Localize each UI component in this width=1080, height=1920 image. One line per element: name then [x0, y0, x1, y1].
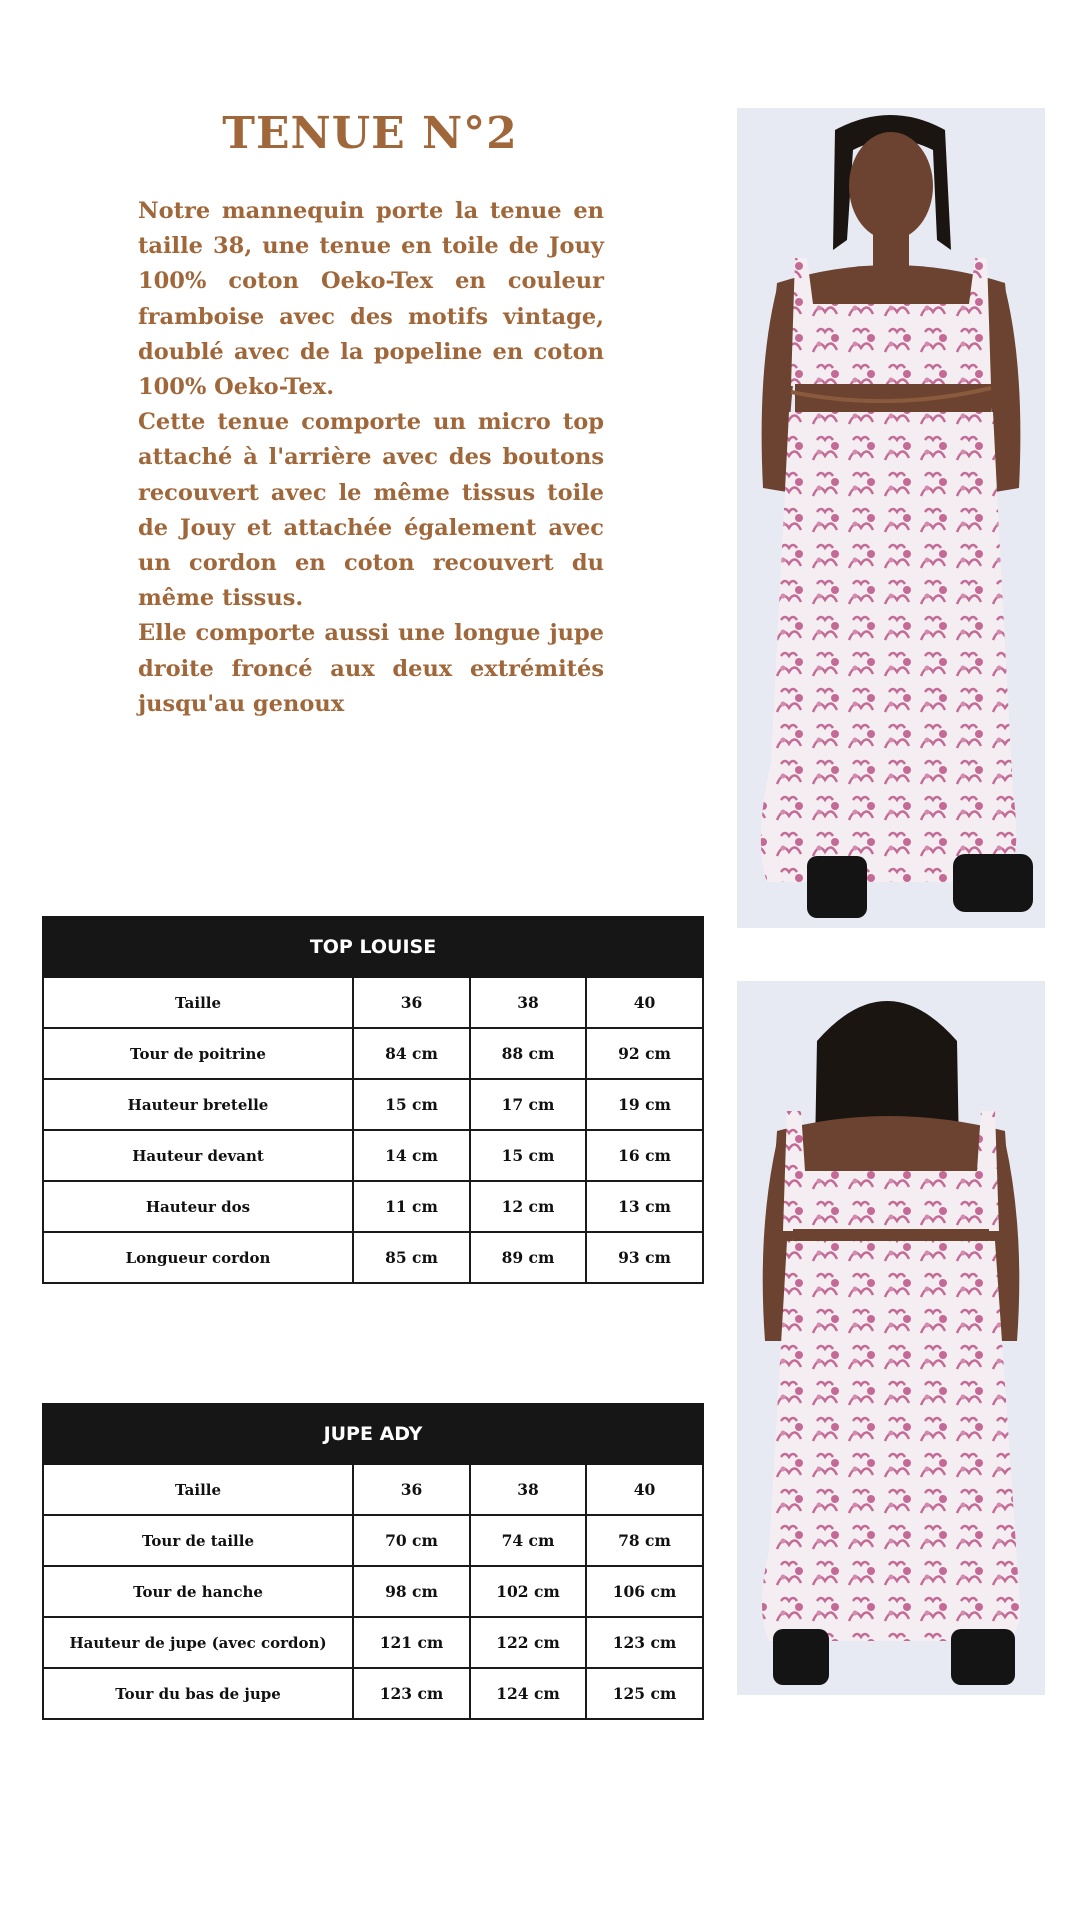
table-cell: 19 cm — [586, 1079, 703, 1130]
row-label: Tour du bas de jupe — [43, 1668, 353, 1719]
column-header: 36 — [353, 977, 470, 1028]
table-cell: 106 cm — [586, 1566, 703, 1617]
table-cell: 12 cm — [470, 1181, 586, 1232]
column-header: 38 — [470, 977, 586, 1028]
table-cell: 15 cm — [353, 1079, 470, 1130]
table-cell: 15 cm — [470, 1130, 586, 1181]
size-table-jupe-ady — [42, 1403, 704, 1720]
table-cell: 93 cm — [586, 1232, 703, 1283]
table-cell: 124 cm — [470, 1668, 586, 1719]
row-label: Tour de taille — [43, 1515, 353, 1566]
table-cell: 89 cm — [470, 1232, 586, 1283]
column-header: 40 — [586, 977, 703, 1028]
table-cell: 123 cm — [353, 1668, 470, 1719]
table-cell: 13 cm — [586, 1181, 703, 1232]
column-header: 36 — [353, 1464, 470, 1515]
table-cell: 88 cm — [470, 1028, 586, 1079]
table-cell: 11 cm — [353, 1181, 470, 1232]
page-title: TENUE N°2 — [222, 108, 518, 159]
table-cell: 123 cm — [586, 1617, 703, 1668]
table-header-row — [43, 977, 703, 1028]
table-row — [43, 1181, 703, 1232]
column-header: Taille — [43, 977, 353, 1028]
table-row — [43, 1566, 703, 1617]
table-cell: 92 cm — [586, 1028, 703, 1079]
table-cell: 84 cm — [353, 1028, 470, 1079]
table-row — [43, 1130, 703, 1181]
description-paragraph: Notre mannequin porte la tenue en taille 38, une tenue en toile de Jouy 100% coton Oeko-Tex en couleur framboise avec des motifs vintage, doublé avec de la popeline en coton 100% Oeko-Tex. — [138, 198, 604, 401]
table-cell: 14 cm — [353, 1130, 470, 1181]
model-photo-front — [737, 108, 1045, 928]
description-paragraph: Elle comporte aussi une longue jupe droite froncé aux deux extrémités jusqu'au genoux — [138, 620, 604, 717]
model-photo-back — [737, 981, 1045, 1695]
table-cell: 98 cm — [353, 1566, 470, 1617]
table-cell: 78 cm — [586, 1515, 703, 1566]
description-paragraph: Cette tenue comporte un micro top attaché à l'arrière avec des boutons recouvert avec le même tissus toile de Jouy et attachée également avec un cordon en coton recouvert du même tissus. — [138, 409, 604, 612]
table-title: JUPE ADY — [43, 1404, 703, 1464]
size-table-top-louise — [42, 916, 704, 1284]
table-cell: 16 cm — [586, 1130, 703, 1181]
table-cell: 122 cm — [470, 1617, 586, 1668]
table-cell: 102 cm — [470, 1566, 586, 1617]
table-cell: 85 cm — [353, 1232, 470, 1283]
row-label: Hauteur bretelle — [43, 1079, 353, 1130]
table-row — [43, 1232, 703, 1283]
row-label: Tour de hanche — [43, 1566, 353, 1617]
table-cell: 125 cm — [586, 1668, 703, 1719]
row-label: Tour de poitrine — [43, 1028, 353, 1079]
row-label: Hauteur dos — [43, 1181, 353, 1232]
outfit-description — [138, 194, 604, 722]
table-row — [43, 1515, 703, 1566]
table-row — [43, 1617, 703, 1668]
table-cell: 70 cm — [353, 1515, 470, 1566]
row-label: Hauteur de jupe (avec cordon) — [43, 1617, 353, 1668]
column-header: 40 — [586, 1464, 703, 1515]
table-row — [43, 1028, 703, 1079]
row-label: Longueur cordon — [43, 1232, 353, 1283]
column-header: Taille — [43, 1464, 353, 1515]
table-cell: 17 cm — [470, 1079, 586, 1130]
table-header-row — [43, 1464, 703, 1515]
table-cell: 121 cm — [353, 1617, 470, 1668]
table-row — [43, 1079, 703, 1130]
row-label: Hauteur devant — [43, 1130, 353, 1181]
table-cell: 74 cm — [470, 1515, 586, 1566]
table-title: TOP LOUISE — [43, 917, 703, 977]
table-row — [43, 1668, 703, 1719]
column-header: 38 — [470, 1464, 586, 1515]
